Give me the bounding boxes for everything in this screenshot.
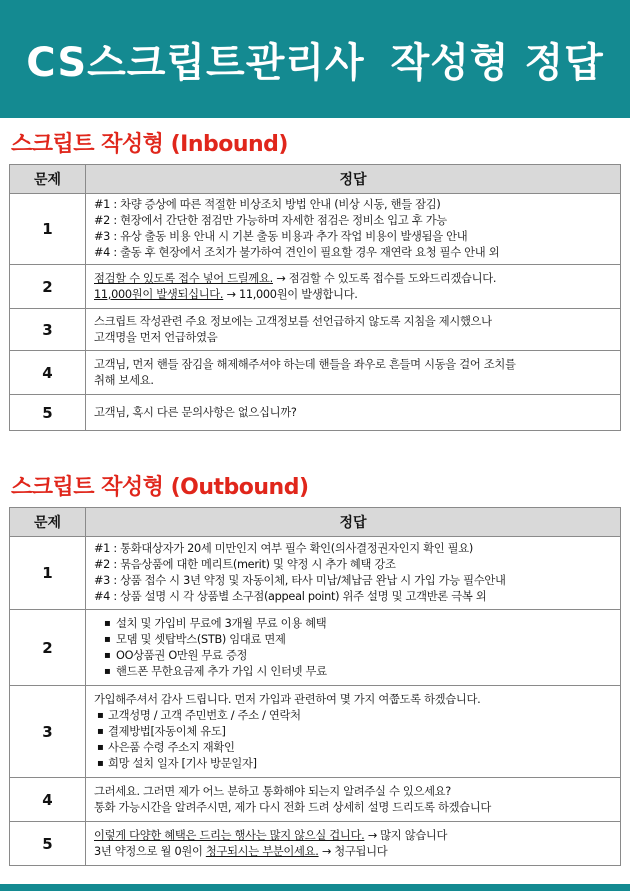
answer-line: #2 : 현장에서 간단한 점검만 가능하며 자세한 점검은 정비소 입고 후 가능 <box>94 214 447 227</box>
answer-line: #3 : 유상 출동 비용 안내 시 기본 출동 비용과 추가 작업 비용이 발생됨을 안내 <box>94 230 468 243</box>
question-number: 4 <box>10 351 86 395</box>
underlined-phrase: 11,000원이 발생되십니다. <box>94 287 224 301</box>
answer-cell <box>86 309 621 351</box>
answer-line: 고객님, 먼저 핸들 잠김을 해제해주셔야 하는데 핸들을 좌우로 흔들며 시동을 걸어 조치를 <box>94 357 516 371</box>
answer-line: #4 : 출동 후 현장에서 조치가 불가하여 견인이 필요할 경우 재연락 요청 필수 안내 외 <box>94 246 500 259</box>
question-number: 3 <box>10 309 86 351</box>
answer-line <box>94 287 612 303</box>
answer-text: 3년 약정으로 월 0원이 <box>94 844 206 858</box>
outbound-section-title-text: 스크립트 작성형 (Outbound) <box>11 475 309 500</box>
answer-line <box>94 271 612 287</box>
table-row <box>10 610 621 686</box>
answer-line: 가입해주셔서 감사 드립니다. 먼저 가입과 관련하여 몇 가지 여쭙도록 하겠습니다. <box>94 692 481 706</box>
question-number: 4 <box>10 778 86 822</box>
answer-line: #4 : 상품 설명 시 각 상품별 소구점(appeal point) 위주 설명 및 고객반론 극복 외 <box>94 590 487 603</box>
answer-cell <box>86 265 621 309</box>
answer-line: #1 : 차량 증상에 따른 적절한 비상조치 방법 안내 (비상 시동, 핸들 잠김) <box>94 198 441 211</box>
table-row <box>10 822 621 866</box>
answer-line: 취해 보세요. <box>94 373 154 387</box>
inbound-answer-table <box>9 164 621 431</box>
table-row <box>10 686 621 778</box>
underlined-phrase: 이렇게 다양한 혜택은 드리는 행사는 많지 않으실 겁니다. <box>94 828 365 842</box>
column-header-question: 문제 <box>10 508 86 537</box>
table-row <box>10 309 621 351</box>
answer-cell <box>86 610 621 686</box>
table-row <box>10 351 621 395</box>
answer-line: 스크립트 작성관련 주요 정보에는 고객정보를 선언급하지 않도록 지침을 제시했으나 <box>94 314 492 328</box>
bottom-accent-bar <box>0 884 630 891</box>
underlined-phrase: 점검할 수 있도록 접수 넣어 드릴께요. <box>94 271 273 285</box>
outbound-answer-table <box>9 507 621 866</box>
answer-cell <box>86 686 621 778</box>
answer-cell <box>86 351 621 395</box>
correction-text: → 청구됩니다 <box>318 844 388 858</box>
column-header-answer: 정답 <box>86 508 621 537</box>
column-header-answer: 정답 <box>86 165 621 194</box>
bullet-item: ▪ 사은품 수령 주소지 재확인 <box>94 740 612 756</box>
answer-line: 통화 가능시간을 알려주시면, 제가 다시 전화 드려 상세히 설명 드리도록 하겠습니다 <box>94 800 492 814</box>
correction-text: → 11,000원이 발생합니다. <box>223 287 358 301</box>
table-row <box>10 265 621 309</box>
answer-line: #3 : 상품 접수 시 3년 약정 및 자동이체, 타사 미납/체납금 완납 시 가입 가능 필수안내 <box>94 574 506 587</box>
inbound-section-title-text: 스크립트 작성형 (Inbound) <box>11 132 288 157</box>
title-banner <box>0 0 630 118</box>
table-row <box>10 395 621 431</box>
question-number: 1 <box>10 537 86 610</box>
answer-line: 그러세요. 그러면 제가 어느 분하고 통화해야 되는지 알려주실 수 있으세요? <box>94 784 451 798</box>
underlined-phrase: 청구되시는 부분이세요. <box>205 844 319 858</box>
answer-cell <box>86 537 621 610</box>
column-header-question: 문제 <box>10 165 86 194</box>
bullet-item: ▪ 설치 및 가입비 무료에 3개월 무료 이용 혜택 <box>94 616 612 632</box>
answer-line: #2 : 묶음상품에 대한 메리트(merit) 및 약정 시 추가 혜택 강조 <box>94 558 396 571</box>
question-number: 2 <box>10 610 86 686</box>
answer-cell <box>86 194 621 265</box>
bullet-item: ▪ 결제방법[자동이체 유도] <box>94 724 612 740</box>
answer-line: #1 : 통화대상자가 20세 미만인지 여부 필수 확인(의사결정권자인지 확인 필요) <box>94 542 473 555</box>
answer-line <box>94 844 612 860</box>
question-number: 2 <box>10 265 86 309</box>
table-header-row <box>10 508 621 537</box>
answer-cell <box>86 395 621 431</box>
outbound-section-title <box>11 470 309 501</box>
banner-title-part1: CS스크립트관리사 <box>26 39 365 86</box>
bullet-item: ▪ 핸드폰 무한요금제 추가 가입 시 인터넷 무료 <box>94 664 612 680</box>
question-number: 5 <box>10 822 86 866</box>
answer-cell <box>86 822 621 866</box>
answer-line <box>94 828 612 844</box>
table-row <box>10 194 621 265</box>
bullet-item: ▪ OO상품권 O만원 무료 증정 <box>94 648 612 664</box>
table-row <box>10 537 621 610</box>
bullet-item: ▪ 모뎀 및 셋탑박스(STB) 임대료 면제 <box>94 632 612 648</box>
question-number: 5 <box>10 395 86 431</box>
bullet-item: ▪ 희망 설치 일자 [기사 방문일자] <box>94 756 612 772</box>
bullet-item: ▪ 고객성명 / 고객 주민번호 / 주소 / 연락처 <box>94 708 612 724</box>
answer-line: 고객님, 혹시 다른 문의사항은 없으십니까? <box>94 405 297 419</box>
correction-text: → 많지 않습니다 <box>364 828 448 842</box>
question-number: 1 <box>10 194 86 265</box>
table-row <box>10 778 621 822</box>
banner-title-part2: 작성형 정답 <box>390 39 604 86</box>
answer-line: 고객명을 먼저 언급하였음 <box>94 330 218 344</box>
inbound-section-title <box>11 127 288 158</box>
answer-cell <box>86 778 621 822</box>
table-header-row <box>10 165 621 194</box>
correction-text: → 점검할 수 있도록 접수를 도와드리겠습니다. <box>272 271 497 285</box>
question-number: 3 <box>10 686 86 778</box>
